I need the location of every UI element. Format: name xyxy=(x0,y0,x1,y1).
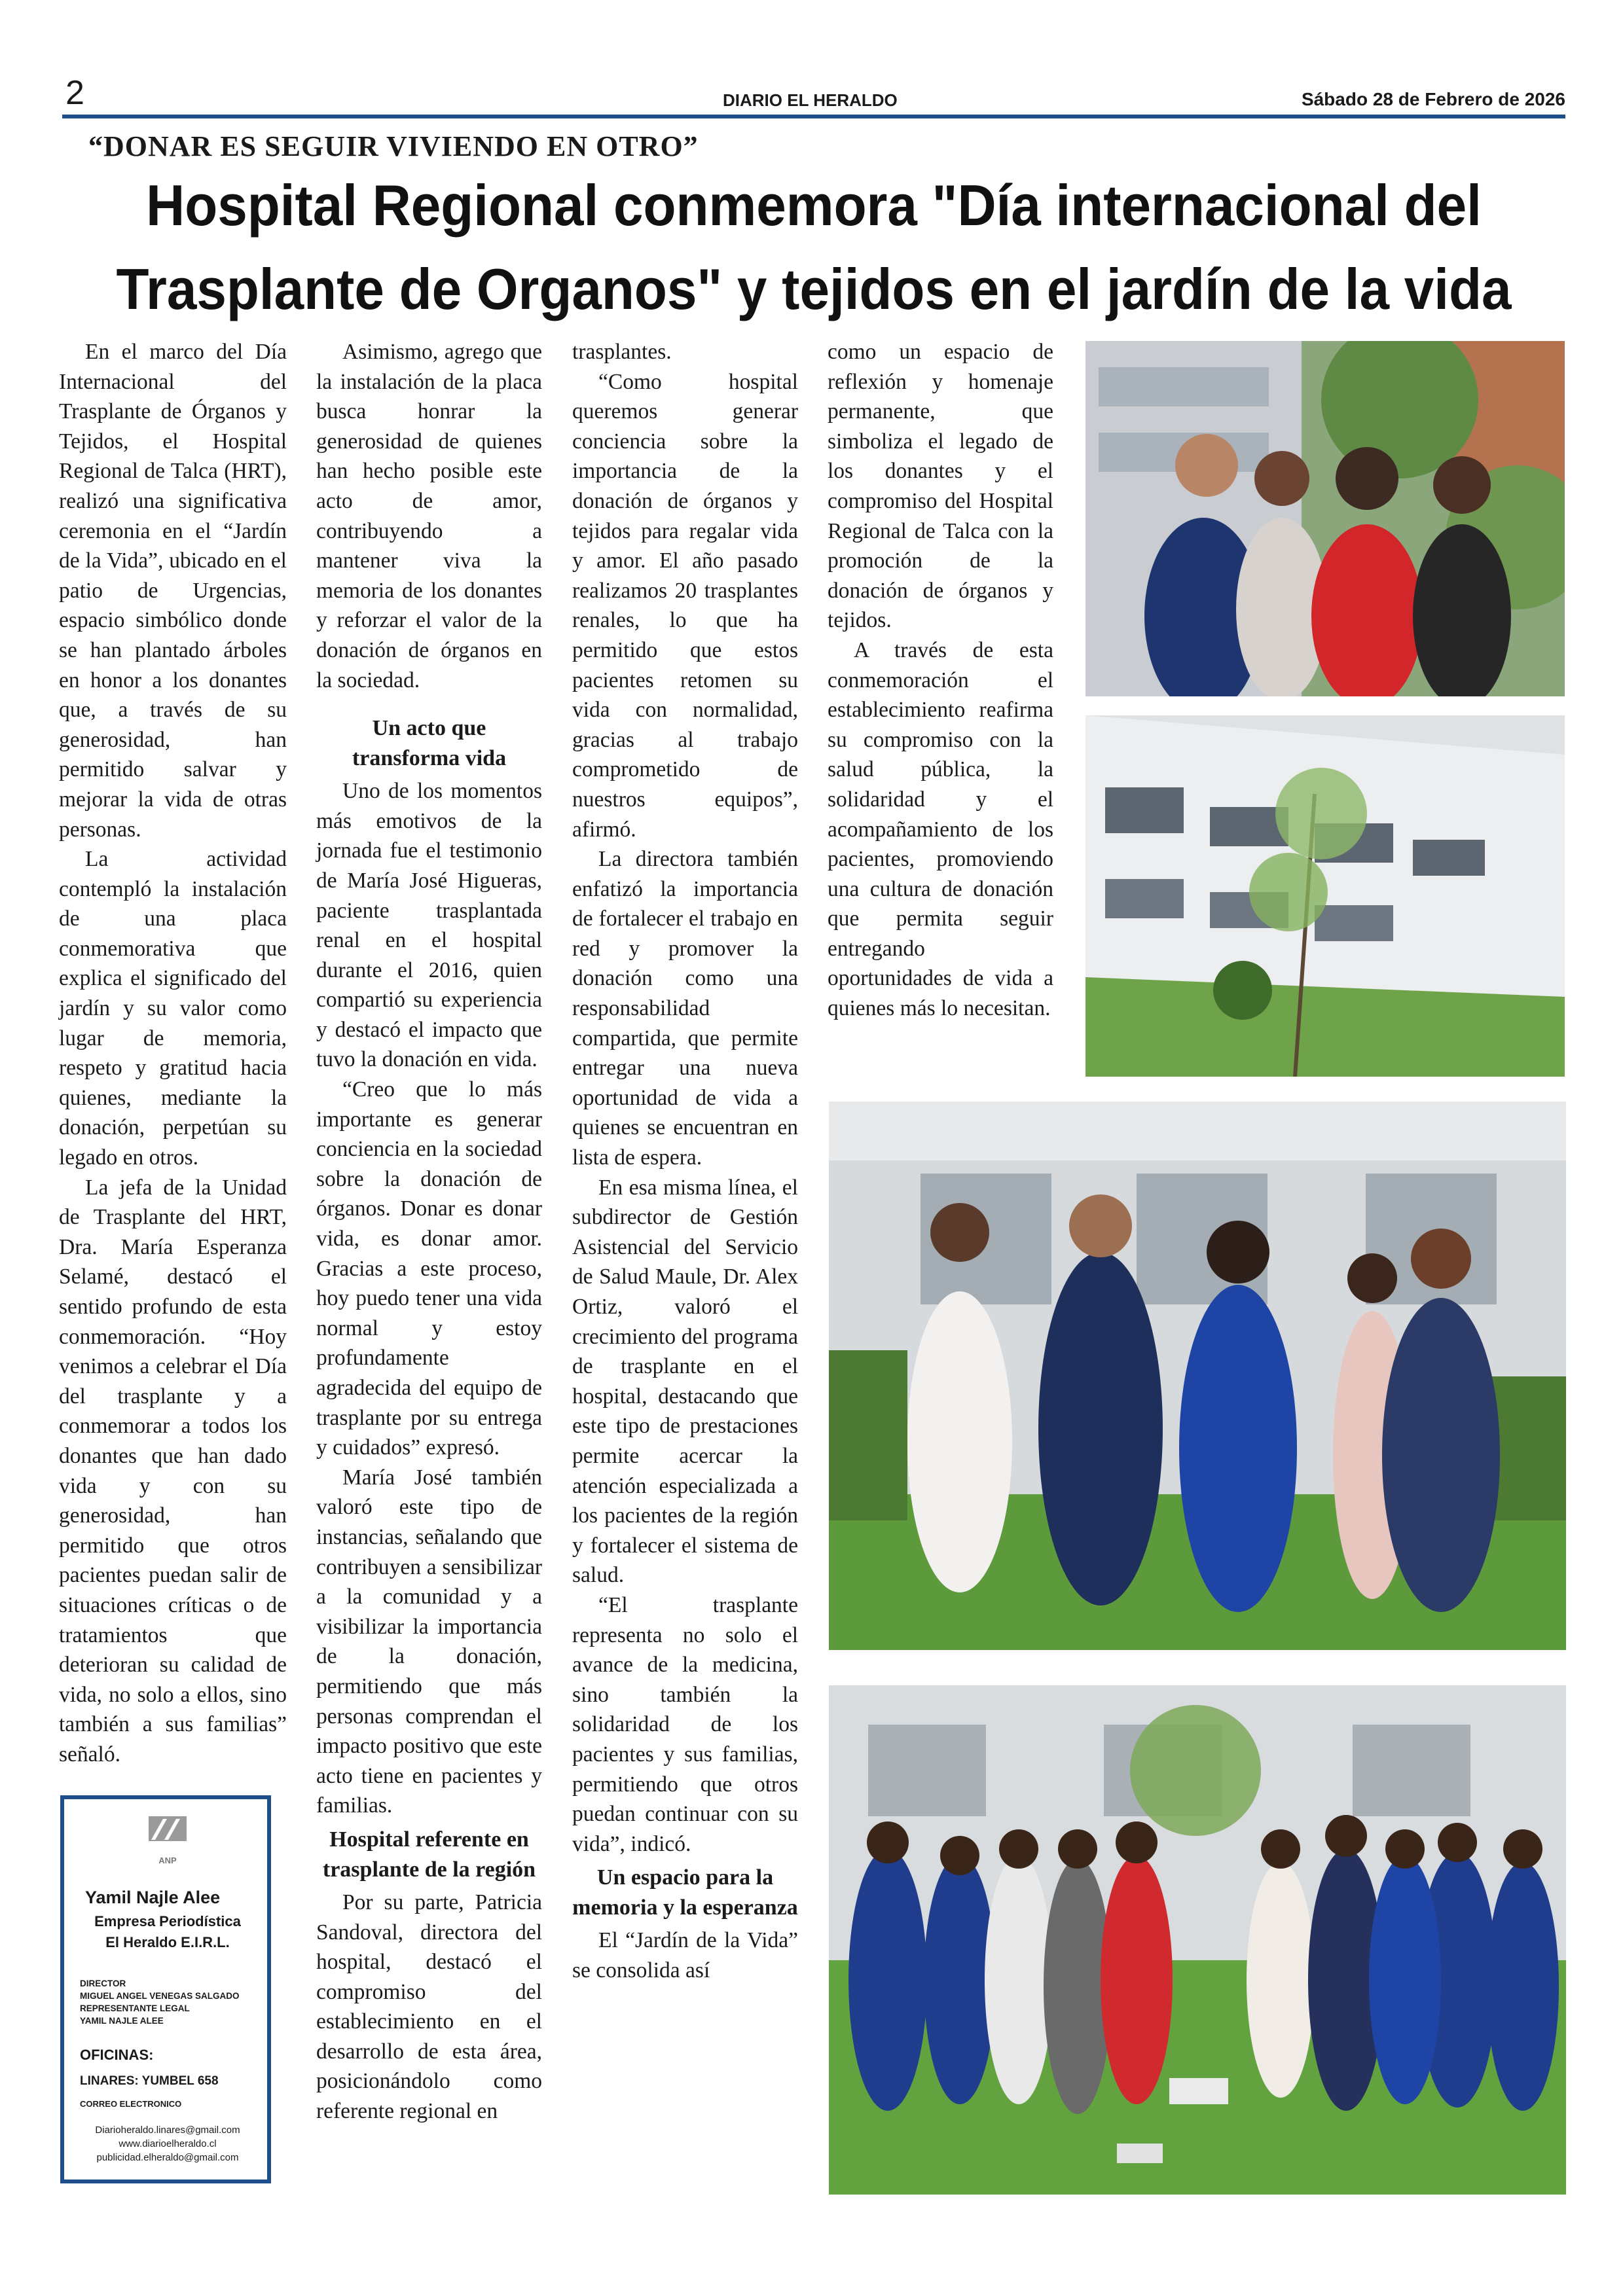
masthead-box xyxy=(60,1795,271,2183)
legal-representative-label: REPRESENTANTE LEGAL xyxy=(80,2003,190,2013)
paragraph: trasplantes. xyxy=(572,340,672,364)
anp-logo xyxy=(80,1814,255,1857)
paragraph: En el marco del Día Internacional del Trasplante de Órganos y Tejidos, el Hospital Regional de Talca (HRT), realizó una significativa ceremonia en el “Jardín de la Vida”, ubicado en el patio de Urgencias, espacio simbólico donde se han plantado árboles en honor a los donantes que, a través de su generosidad, han permitido salvar y mejorar la vida de otras personas. xyxy=(59,340,287,842)
paragraph: María José también valoró este tipo de instancias, señalando que contribuyen a sensibilizar a la comunidad y a visibilizar la importancia de la donación, permitiendo que más personas comprendan el impacto positivo que este acto tiene en pacientes y familias. xyxy=(316,1465,542,1818)
page-number: 2 xyxy=(65,74,84,112)
header-rule xyxy=(62,115,1565,118)
paragraph: “Creo que lo más importante es generar conciencia en la sociedad sobre la donación de órganos. Donar es donar vida, es donar amor. Gracias a este proceso, hoy puedo tener una vida normal y estoy profundamente agradecida del equipo de trasplante por su entrega y cuidados” expresó. xyxy=(316,1077,542,1460)
paragraph: A través de esta conmemoración el establecimiento reafirma su compromiso con la salud pública, la solidaridad y el acompañamiento de los pacientes, promoviendo una cultura de donación que permita seguir entregando oportunidades de vida a quienes más lo necesitan. xyxy=(828,637,1053,1021)
paragraph: Asimismo, agrego que la instalación de la placa busca honrar la generosidad de quienes han hecho posible este acto de amor, contribuyendo a mantener viva la memoria de los donantes y reforzar el valor de la donación de órganos en la sociedad. xyxy=(316,340,542,692)
email-link[interactable]: Diarioheraldo.linares@gmail.com xyxy=(95,2125,240,2136)
paragraph: La actividad contempló la instalación de una placa conmemorativa que explica el significado del jardín y su valor como lugar de memoria, respeto y gratitud hacia quienes, mediante la donación, perpetúan su legado en otros. xyxy=(59,847,287,1170)
email-label: CORREO ELECTRONICO xyxy=(80,2099,182,2109)
article-column-3 xyxy=(572,337,798,1985)
offices-label: OFICINAS: xyxy=(80,2047,154,2063)
subheading: Un espacio para la memoria y la esperanza xyxy=(572,1865,798,1920)
subheading: Hospital referente en trasplante de la región xyxy=(322,1827,536,1882)
photo-icon xyxy=(1085,715,1565,1077)
photo-icon xyxy=(829,1102,1566,1650)
anp-logo-icon xyxy=(145,1814,191,1854)
photo-staff-conversation xyxy=(1085,341,1565,696)
email-link[interactable]: publicidad.elheraldo@gmail.com xyxy=(96,2152,239,2163)
company-name: Empresa Periodística xyxy=(94,1913,241,1929)
issue-date: Sábado 28 de Febrero de 2026 xyxy=(1301,89,1565,109)
paragraph: La jefa de la Unidad de Trasplante del HRT, Dra. María Esperanza Selamé, destacó el sentido profundo de esta conmemoración. “Hoy venimos a celebrar el Día del trasplante y a conmemorar a todos los donantes que han dado vida y con su generosidad, han permitido que otros pacientes puedan salir de situaciones críticas o de tratamientos que deterioran su calidad de vida, no solo a ellos, sino también a sus familias” señaló. xyxy=(59,1175,287,1767)
article-column-1 xyxy=(59,337,287,1770)
paragraph: “Como hospital queremos generar conciencia sobre la importancia de la donación de órganos y tejidos para regalar vida y amor. El año pasado realizamos 20 trasplantes renales, lo que ha permitido que estos pacientes retomen su vida con normalidad, gracias al trabajo comprometido de nuestros equipos”, afirmó. xyxy=(572,369,798,842)
paragraph: La directora también enfatizó la importancia de fortalecer el trabajo en red y promover la donación como una responsabilidad compartida, que permite entregar una nueva oportunidad de vida a quienes se encuentran en lista de espera. xyxy=(572,847,798,1170)
headline-line-1: Hospital Regional conmemora "Día internacional del xyxy=(146,173,1482,238)
article-headline xyxy=(115,164,1512,331)
subheading: Un acto que transforma vida xyxy=(352,716,507,771)
photo-garden-tree xyxy=(1085,715,1565,1077)
photo-group-five xyxy=(829,1102,1566,1650)
paragraph: Uno de los momentos más emotivos de la jornada fue el testimonio de María José Higueras, paciente trasplantada renal en el hospital durante el 2016, quien compartió su experiencia y destacó el impacto que tuvo la donación en vida. xyxy=(316,779,542,1072)
photo-group-team xyxy=(829,1685,1566,2195)
contact-list xyxy=(80,2123,255,2164)
website-link[interactable]: www.diarioelheraldo.cl xyxy=(119,2138,217,2149)
publication-name: DIARIO EL HERALDO xyxy=(723,90,898,110)
company-name-2: El Heraldo E.I.R.L. xyxy=(105,1934,230,1950)
anp-logo-text: ANP xyxy=(158,1856,177,1865)
article-kicker: “DONAR ES SEGUIR VIVIENDO EN OTRO” xyxy=(88,130,699,162)
photo-icon xyxy=(1085,341,1565,696)
owner-name: Yamil Najle Alee xyxy=(85,1888,221,1907)
paragraph: “El trasplante representa no solo el avance de la medicina, sino también la solidaridad de los pacientes y sus familias, permitiendo que otros puedan continuar con su vida”, indicó. xyxy=(572,1592,798,1856)
legal-representative-name: YAMIL NAJLE ALEE xyxy=(80,2016,164,2026)
article-column-4 xyxy=(828,337,1053,1024)
article-column-2 xyxy=(316,337,542,2126)
paragraph: como un espacio de reflexión y homenaje permanente, que simboliza el legado de los donantes y el compromiso del Hospital Regional de Talca con la promoción de la donación de órganos y tejidos. xyxy=(828,340,1053,633)
director-name: MIGUEL ANGEL VENEGAS SALGADO xyxy=(80,1991,240,2001)
paragraph: Por su parte, Patricia Sandoval, directora del hospital, destacó el compromiso del establecimiento en el desarrollo de esta área, posicionándolo como referente regional en xyxy=(316,1890,542,2124)
headline-line-2: Trasplante de Organos" y tejidos en el jardín de la vida xyxy=(116,257,1512,321)
linares-office: LINARES: YUMBEL 658 xyxy=(80,2074,219,2088)
director-label: DIRECTOR xyxy=(80,1979,126,1988)
paragraph: En esa misma línea, el subdirector de Gestión Asistencial del Servicio de Salud Maule, Dr. Alex Ortiz, valoró el crecimiento del programa de trasplante en el hospital, destacando que este tipo de prestaciones permite acercar la atención especializada a los pacientes de la región y fortalecer el sistema de salud. xyxy=(572,1175,798,1588)
photo-icon xyxy=(829,1685,1566,2195)
paragraph: El “Jardín de la Vida” se consolida así xyxy=(572,1928,798,1982)
